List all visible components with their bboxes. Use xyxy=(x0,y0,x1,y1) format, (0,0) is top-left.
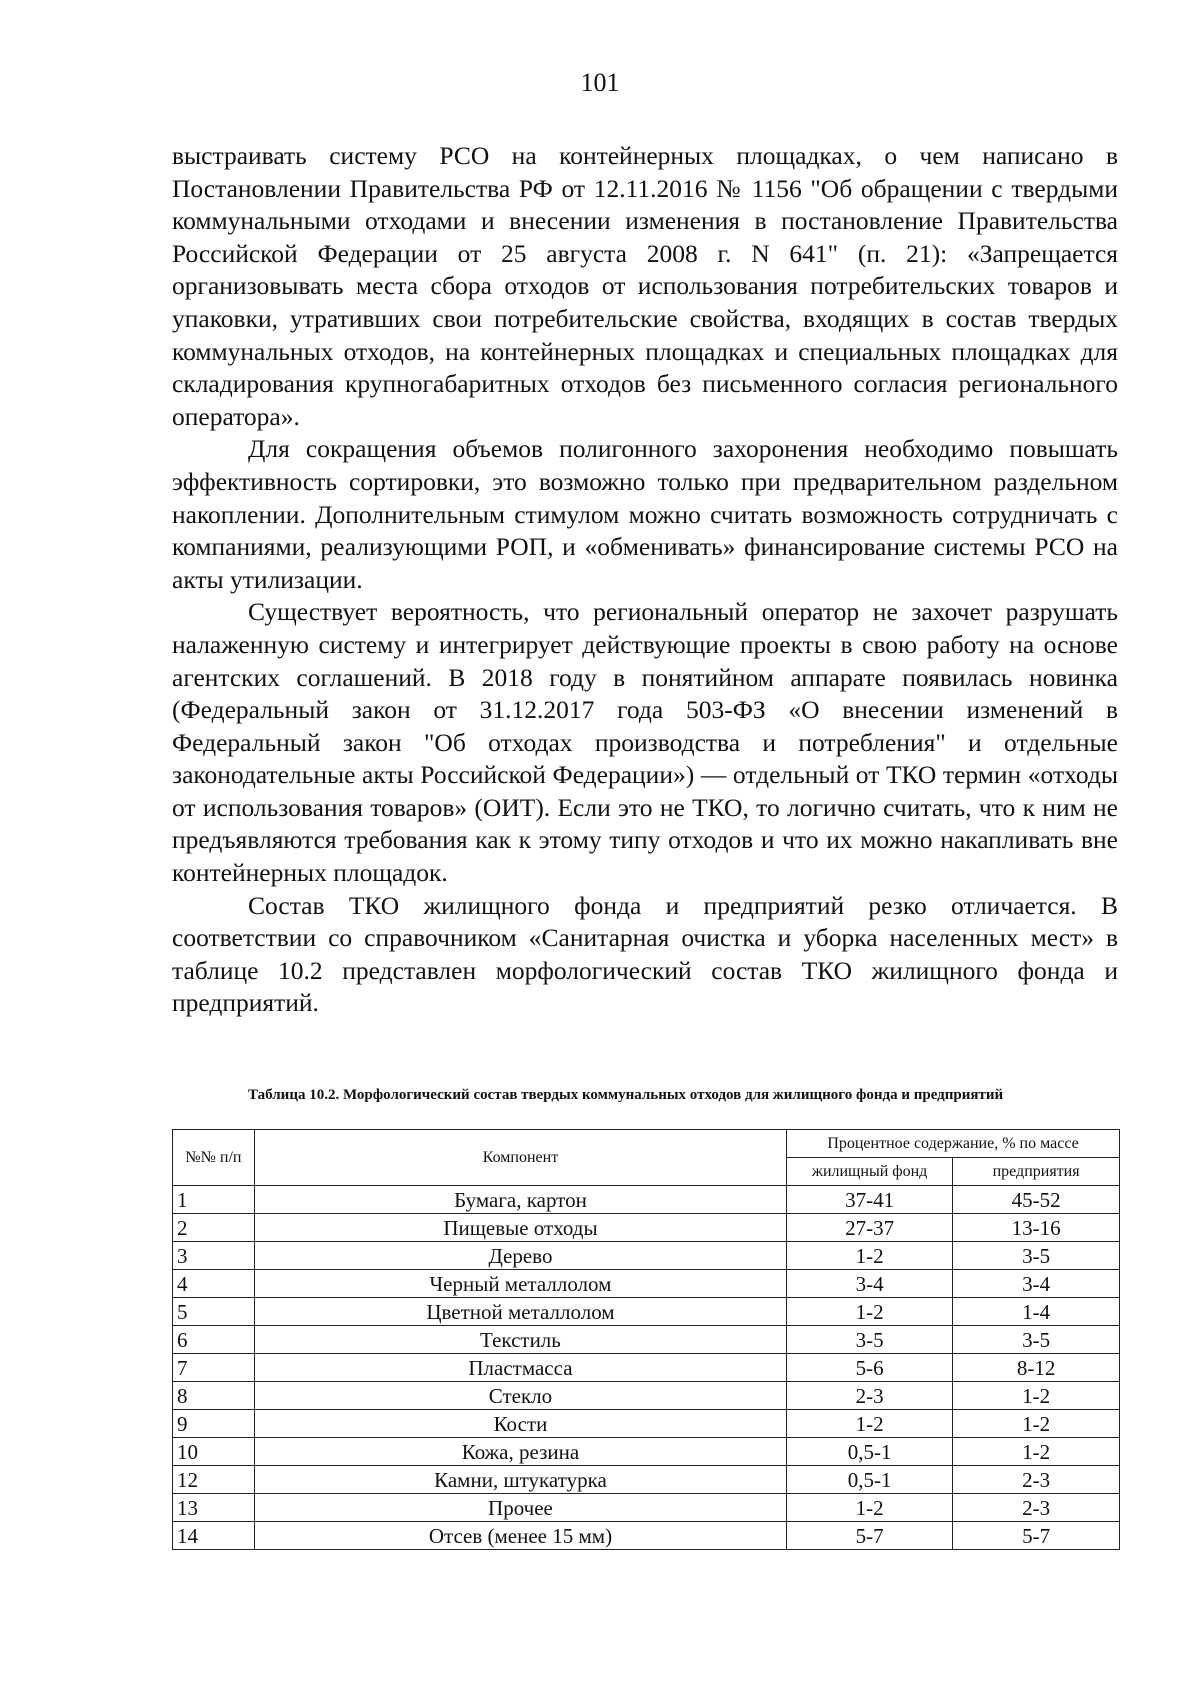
row-component: Бумага, картон xyxy=(254,1186,786,1214)
row-component: Цветной металлолом xyxy=(254,1298,786,1326)
row-enterprises-value: 45-52 xyxy=(953,1186,1120,1214)
paragraph: Для сокращения объемов полигонного захоронения необходимо повышать эффективность сортировки, это возможно только при предварительном раздельном накоплении. Дополнительным стимулом можно считать возможность сотрудничать с компаниями, реализующими РОП, и «обменивать» финансирование системы РСО на акты утилизации. xyxy=(172,434,1118,594)
row-enterprises-value: 5-7 xyxy=(953,1522,1120,1550)
row-enterprises-value: 1-4 xyxy=(953,1298,1120,1326)
row-housing-value: 3-5 xyxy=(787,1326,953,1354)
row-enterprises-value: 2-3 xyxy=(953,1494,1120,1522)
row-number: 2 xyxy=(173,1214,255,1242)
row-housing-value: 1-2 xyxy=(787,1242,953,1270)
paragraph: Состав ТКО жилищного фонда и предприятий резко отличается. В соответствии со справочником «Санитарная очистка и уборка населенных мест» в таблице 10.2 представлен морфологический состав ТКО жилищного фонда и предприятий. xyxy=(172,890,1118,1018)
row-component: Черный металлолом xyxy=(254,1270,786,1298)
table-caption: Таблица 10.2. Морфологический состав твердых коммунальных отходов для жилищного фонда и предприятий xyxy=(248,1087,1004,1103)
row-component: Камни, штукатурка xyxy=(254,1466,786,1494)
row-enterprises-value: 13-16 xyxy=(953,1214,1120,1242)
row-number: 10 xyxy=(173,1438,255,1466)
composition-table xyxy=(172,1129,1120,1550)
row-housing-value: 2-3 xyxy=(787,1382,953,1410)
row-housing-value: 1-2 xyxy=(787,1494,953,1522)
table-row xyxy=(173,1242,1120,1270)
header-enterprises: предприятия xyxy=(953,1158,1120,1186)
paragraph: выстраивать систему РСО на контейнерных площадках, о чем написано в Постановлении Правительства РФ от 12.11.2016 № 1156 "Об обращении с твердыми коммунальными отходами и внесении изменения в постановление Правительства Российской Федерации от 25 августа 2008 г. N 641" (п. 21): «Запрещается организовывать места сбора отходов от использования потребительских товаров и упаковки, утративших свои потребительские свойства, входящих в состав твердых коммунальных отходов, на контейнерных площадках и специальных площадках для складирования крупногабаритных отходов без письменного согласия регионального оператора». xyxy=(172,141,1118,431)
row-number: 3 xyxy=(173,1242,255,1270)
body-text xyxy=(172,140,1118,1020)
table-row xyxy=(173,1522,1120,1550)
row-number: 12 xyxy=(173,1466,255,1494)
table-row xyxy=(173,1466,1120,1494)
row-component: Прочее xyxy=(254,1494,786,1522)
table-row xyxy=(173,1494,1120,1522)
row-number: 4 xyxy=(173,1270,255,1298)
table-row xyxy=(173,1298,1120,1326)
table-row xyxy=(173,1214,1120,1242)
table-row xyxy=(173,1410,1120,1438)
row-housing-value: 5-7 xyxy=(787,1522,953,1550)
row-number: 9 xyxy=(173,1410,255,1438)
row-number: 5 xyxy=(173,1298,255,1326)
row-enterprises-value: 1-2 xyxy=(953,1410,1120,1438)
table-row xyxy=(173,1382,1120,1410)
row-component: Кости xyxy=(254,1410,786,1438)
row-enterprises-value: 3-4 xyxy=(953,1270,1120,1298)
row-housing-value: 0,5-1 xyxy=(787,1466,953,1494)
row-enterprises-value: 1-2 xyxy=(953,1438,1120,1466)
row-enterprises-value: 3-5 xyxy=(953,1326,1120,1354)
header-housing: жилищный фонд xyxy=(787,1158,953,1186)
row-component: Текстиль xyxy=(254,1326,786,1354)
row-number: 7 xyxy=(173,1354,255,1382)
row-housing-value: 1-2 xyxy=(787,1410,953,1438)
row-component: Дерево xyxy=(254,1242,786,1270)
row-component: Отсев (менее 15 мм) xyxy=(254,1522,786,1550)
row-enterprises-value: 8-12 xyxy=(953,1354,1120,1382)
table-header-row xyxy=(173,1130,1120,1158)
row-enterprises-value: 3-5 xyxy=(953,1242,1120,1270)
row-housing-value: 37-41 xyxy=(787,1186,953,1214)
row-enterprises-value: 2-3 xyxy=(953,1466,1120,1494)
table-row xyxy=(173,1186,1120,1214)
row-number: 13 xyxy=(173,1494,255,1522)
row-housing-value: 3-4 xyxy=(787,1270,953,1298)
row-housing-value: 1-2 xyxy=(787,1298,953,1326)
row-number: 14 xyxy=(173,1522,255,1550)
row-enterprises-value: 1-2 xyxy=(953,1382,1120,1410)
table-body xyxy=(173,1186,1120,1550)
header-component: Компонент xyxy=(254,1130,786,1186)
table-row xyxy=(173,1354,1120,1382)
row-number: 1 xyxy=(173,1186,255,1214)
row-component: Пластмасса xyxy=(254,1354,786,1382)
row-number: 6 xyxy=(173,1326,255,1354)
table-row xyxy=(173,1438,1120,1466)
row-number: 8 xyxy=(173,1382,255,1410)
row-housing-value: 5-6 xyxy=(787,1354,953,1382)
row-component: Кожа, резина xyxy=(254,1438,786,1466)
row-housing-value: 0,5-1 xyxy=(787,1438,953,1466)
row-housing-value: 27-37 xyxy=(787,1214,953,1242)
row-component: Стекло xyxy=(254,1382,786,1410)
table-row xyxy=(173,1270,1120,1298)
header-percent: Процентное содержание, % по массе xyxy=(787,1130,1120,1158)
page-number: 101 xyxy=(580,68,620,97)
paragraph: Существует вероятность, что региональный оператор не захочет разрушать налаженную систему и интегрирует действующие проекты в свою работу на основе агентских соглашений. В 2018 году в понятийном аппарате появилась новинка (Федеральный закон от 31.12.2017 года 503-ФЗ «О внесении изменений в Федеральный закон "Об отходах производства и потребления" и отдельные законодательные акты Российской Федерации») — отдельный от ТКО термин «отходы от использования товаров» (ОИТ). Если это не ТКО, то логично считать, что к ним не предъявляются требования как к этому типу отходов и что их можно накапливать вне контейнерных площадок. xyxy=(172,597,1118,888)
row-component: Пищевые отходы xyxy=(254,1214,786,1242)
header-number: №№ п/п xyxy=(173,1130,255,1186)
table-row xyxy=(173,1326,1120,1354)
